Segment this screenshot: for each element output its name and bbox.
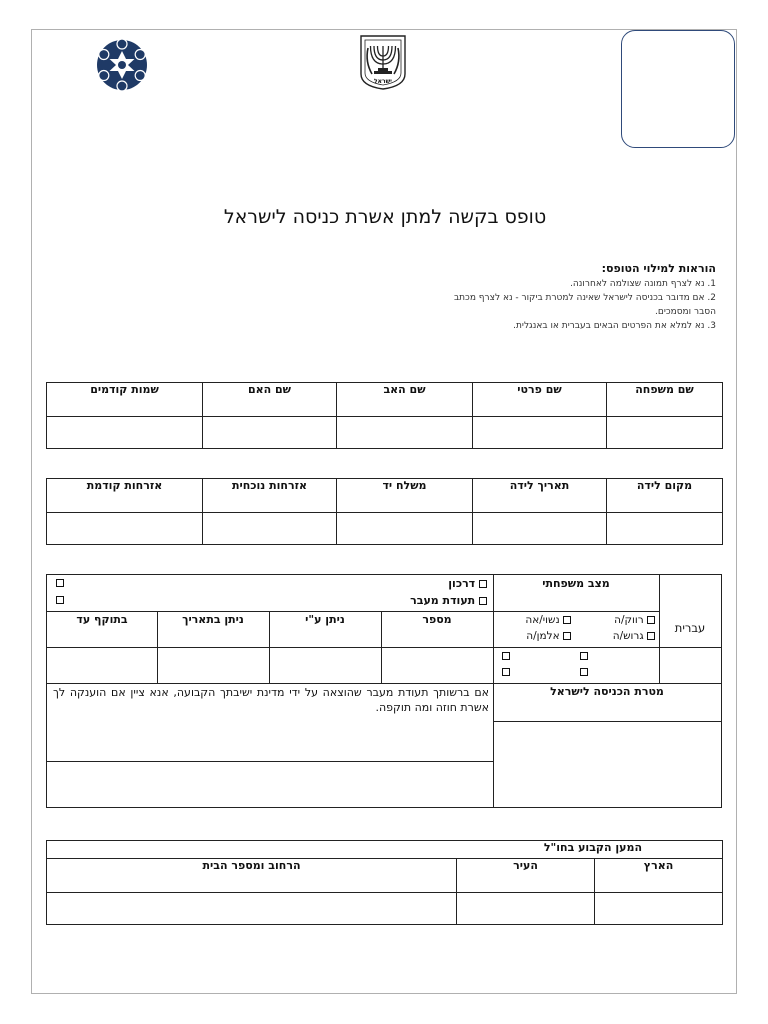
extra-checkbox-1[interactable] [580,652,588,660]
header-mother-name: שם האם [203,383,337,417]
doc-option-passport[interactable]: דרכון [377,577,487,590]
language-label: עברית [674,621,706,635]
doc-option-transit[interactable]: תעודת מעבר [377,594,487,607]
previous-names-field[interactable] [47,417,203,449]
header-previous-names: שמות קודמים [47,383,203,417]
divorced-checkbox[interactable] [647,632,655,640]
header-valid-until: בתוקף עד [76,613,128,626]
photo-placeholder[interactable] [621,30,735,148]
extra-checkbox-3[interactable] [580,668,588,676]
transit-note: אם ברשותך תעודת מעבר שהוצאה על ידי מדינת ישיבתך הקבועה, אנא ציין אם הוענקה לך אשרת חוזה ומה תוקפה. [53,686,489,714]
issued-by-field[interactable] [269,648,381,683]
marital-option-divorced[interactable]: גרוש/ה [579,630,655,642]
header-birth-date: תאריך לידה [473,479,607,513]
birth-place-field[interactable] [607,513,723,545]
header-family-name: שם משפחה [607,383,723,417]
family-name-field[interactable] [607,417,723,449]
widowed-checkbox[interactable] [563,632,571,640]
transit-doc-checkbox[interactable] [479,597,487,605]
married-checkbox[interactable] [563,616,571,624]
form-title: טופס בקשה למתן אשרת כניסה לישראל [223,206,547,228]
header-country: הארץ [595,859,723,893]
extra-checkbox-4[interactable] [502,668,510,676]
valid-until-field[interactable] [47,648,157,683]
father-name-field[interactable] [337,417,473,449]
entry-purpose-field[interactable] [494,722,721,807]
doc-number-field[interactable] [381,648,493,683]
country-field[interactable] [595,893,723,925]
star-of-david-badge-icon [95,38,149,92]
transit-visa-field[interactable] [47,762,493,807]
names-table [46,382,723,449]
birth-date-field[interactable] [473,513,607,545]
header-doc-number: מספר [422,613,452,626]
marital-option-married[interactable]: נשוי/אה [499,614,571,626]
entry-purpose-label: מטרת הכניסה לישראל [550,685,664,698]
instruction-line-1: 1. נא לצרף תמונה שצולמה לאחרונה. [570,279,716,289]
current-citizenship-field[interactable] [203,513,337,545]
header-city: העיר [457,859,595,893]
header-birth-place: מקום לידה [607,479,723,513]
address-section-title: המען הקבוע בחו"ל [47,841,723,859]
header-street: הרחוב ומספר הבית [47,859,457,893]
instruction-line-2-cont: הסבר ומסמכים. [655,307,716,317]
marital-option-widowed[interactable]: אלמן/ה [499,630,571,642]
header-occupation: משלח יד [337,479,473,513]
single-checkbox[interactable] [647,616,655,624]
left-checkbox-2[interactable] [56,596,64,604]
extra-checkbox-2[interactable] [502,652,510,660]
header-issued-by: ניתן ע"י [305,613,345,626]
street-field[interactable] [47,893,457,925]
passport-checkbox[interactable] [479,580,487,588]
mother-name-field[interactable] [203,417,337,449]
address-table [46,840,723,925]
city-field[interactable] [457,893,595,925]
header-issue-date: ניתן בתאריך [182,613,244,626]
emblem-text: ישראל [374,78,392,85]
status-documents-section [46,574,722,808]
first-name-field[interactable] [473,417,607,449]
issue-date-field[interactable] [157,648,269,683]
instruction-line-2: 2. אם מדובר בכניסה לישראל שאינה למטרת ביקור - נא לצרף מכתב [453,293,716,303]
instructions-block [380,262,716,333]
marital-status-label: מצב משפחתי [542,577,610,590]
header-current-citizenship: אזרחות נוכחית [203,479,337,513]
previous-citizenship-field[interactable] [47,513,203,545]
marital-option-single[interactable]: רווק/ה [579,614,655,626]
header-previous-citizenship: אזרחות קודמת [47,479,203,513]
occupation-field[interactable] [337,513,473,545]
header-father-name: שם האב [337,383,473,417]
instructions-heading: הוראות למילוי הטופס: [601,262,716,275]
birth-citizenship-table [46,478,723,545]
header-first-name: שם פרטי [473,383,607,417]
instruction-line-3: 3. נא למלא את הפרטים הבאים בעברית או באנגלית. [513,321,716,331]
left-checkbox-1[interactable] [56,579,64,587]
